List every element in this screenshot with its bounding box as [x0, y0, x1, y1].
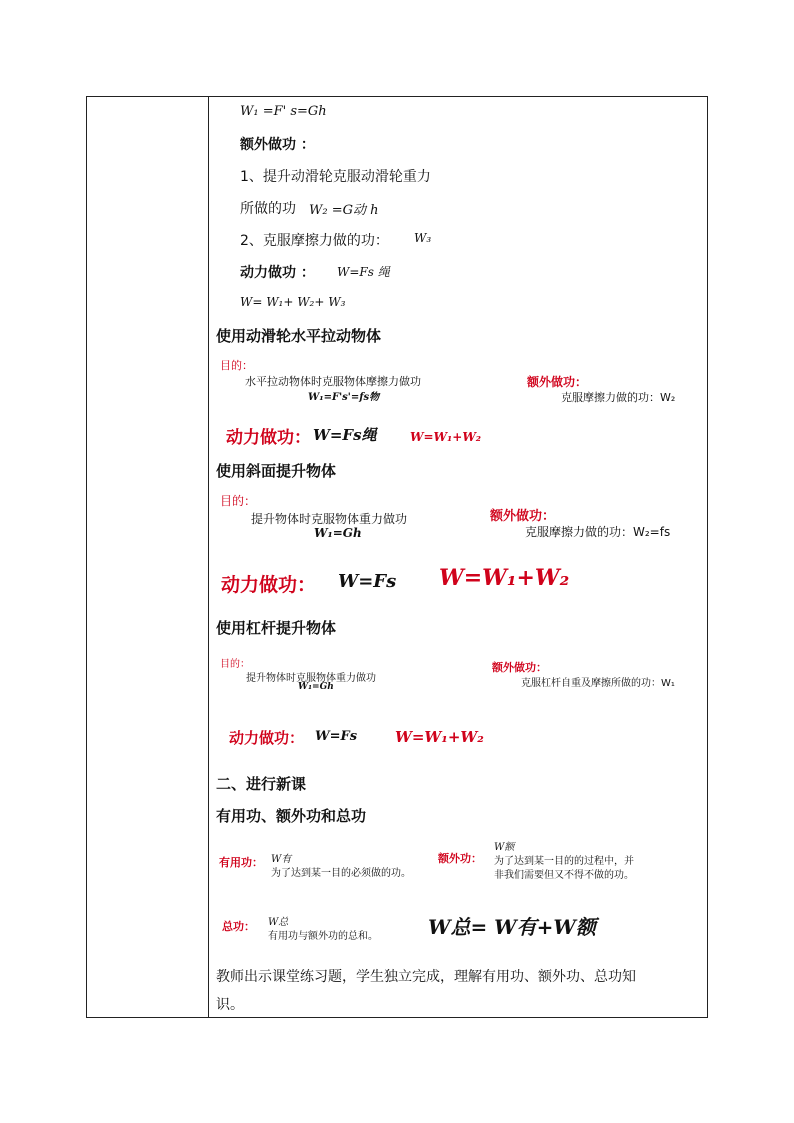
item1-line2-prefix: 所做的功: [240, 201, 296, 217]
incline-extra-text: 克服摩擦力做的功：W₂=fs: [525, 525, 671, 539]
extra-work-desc-line1: 为了达到某一目的的过程中，并: [494, 856, 634, 867]
lever-heading: 使用杠杆提升物体: [216, 619, 337, 637]
incline-power-label: 动力做功：: [221, 574, 317, 596]
incline-total-formula: W=W₁+W₂: [439, 565, 570, 591]
power-work-formula: W=Fs 绳: [337, 265, 390, 279]
closing-line-2: 识。: [216, 997, 244, 1013]
horizontal-power-formula: W=Fs绳: [313, 426, 377, 444]
extra-work-symbol: W额: [494, 842, 515, 853]
new-lesson-heading: 二、进行新课: [216, 775, 307, 793]
horizontal-heading: 使用动滑轮水平拉动物体: [216, 327, 382, 345]
total-work-symbol: W总: [268, 917, 289, 928]
extra-work-label: 额外做功 ：: [240, 137, 315, 153]
horizontal-total-formula: W=W₁+W₂: [410, 430, 482, 444]
lever-goal-text: 提升物体时克服物体重力做功: [246, 673, 376, 684]
incline-power-formula: W=Fs: [338, 571, 397, 592]
useful-work-desc: 为了达到某一目的必须做的功。: [271, 868, 411, 879]
item2-formula: W₃: [414, 231, 432, 245]
incline-goal-text: 提升物体时克服物体重力做功: [251, 512, 408, 526]
horizontal-extra-label: 额外做功：: [527, 375, 588, 389]
column-divider: [208, 97, 209, 1017]
useful-work-symbol: W有: [271, 854, 292, 865]
power-work-label: 动力做功 ：: [240, 265, 315, 281]
horizontal-goal-text: 水平拉动物体时克服物体摩擦力做功: [245, 375, 421, 388]
useful-work-label: 有用功：: [219, 856, 263, 869]
w1-formula: W₁ =F' s=Gh: [240, 104, 327, 119]
incline-extra-label: 额外做功：: [490, 509, 556, 524]
total-work-formula: W总= W有+W额: [428, 915, 596, 939]
item1-formula: W₂ =G动 h: [309, 203, 379, 218]
lever-power-label: 动力做功：: [229, 729, 305, 747]
lever-goal-formula: W₁=Gh: [298, 682, 334, 692]
horizontal-goal-label: 目的：: [220, 359, 253, 372]
total-work-desc: 有用功与额外功的总和。: [268, 931, 378, 942]
total-work-label: 总功：: [222, 920, 255, 933]
extra-work-def-label: 额外功：: [438, 852, 482, 865]
lever-extra-text: 克服杠杆自重及摩擦所做的功：W₁: [521, 678, 675, 689]
total-formula: W= W₁+ W₂+ W₃: [240, 295, 346, 309]
horizontal-goal-formula: W₁=F's'=fs物: [308, 392, 380, 403]
lever-power-formula: W=Fs: [315, 729, 358, 744]
lever-goal-label: 目的：: [220, 659, 250, 670]
extra-work-desc-line2: 非我们需要但又不得不做的功。: [494, 870, 634, 881]
lever-extra-label: 额外做功：: [492, 661, 547, 674]
new-lesson-subheading: 有用功、额外功和总功: [216, 807, 367, 825]
incline-goal-label: 目的：: [220, 494, 257, 508]
item1-line1: 1、提升动滑轮克服动滑轮重力: [240, 169, 431, 185]
horizontal-extra-text: 克服摩擦力做的功：W₂: [561, 391, 676, 404]
closing-line-1: 教师出示课堂练习题，学生独立完成，理解有用功、额外功、总功知: [216, 969, 636, 985]
incline-heading: 使用斜面提升物体: [216, 462, 337, 480]
item2-text: 2、克服摩擦力做的功：: [240, 233, 389, 249]
lever-total-formula: W=W₁+W₂: [395, 728, 484, 746]
incline-goal-formula: W₁=Gh: [314, 526, 362, 540]
horizontal-power-label: 动力做功：: [226, 428, 311, 448]
